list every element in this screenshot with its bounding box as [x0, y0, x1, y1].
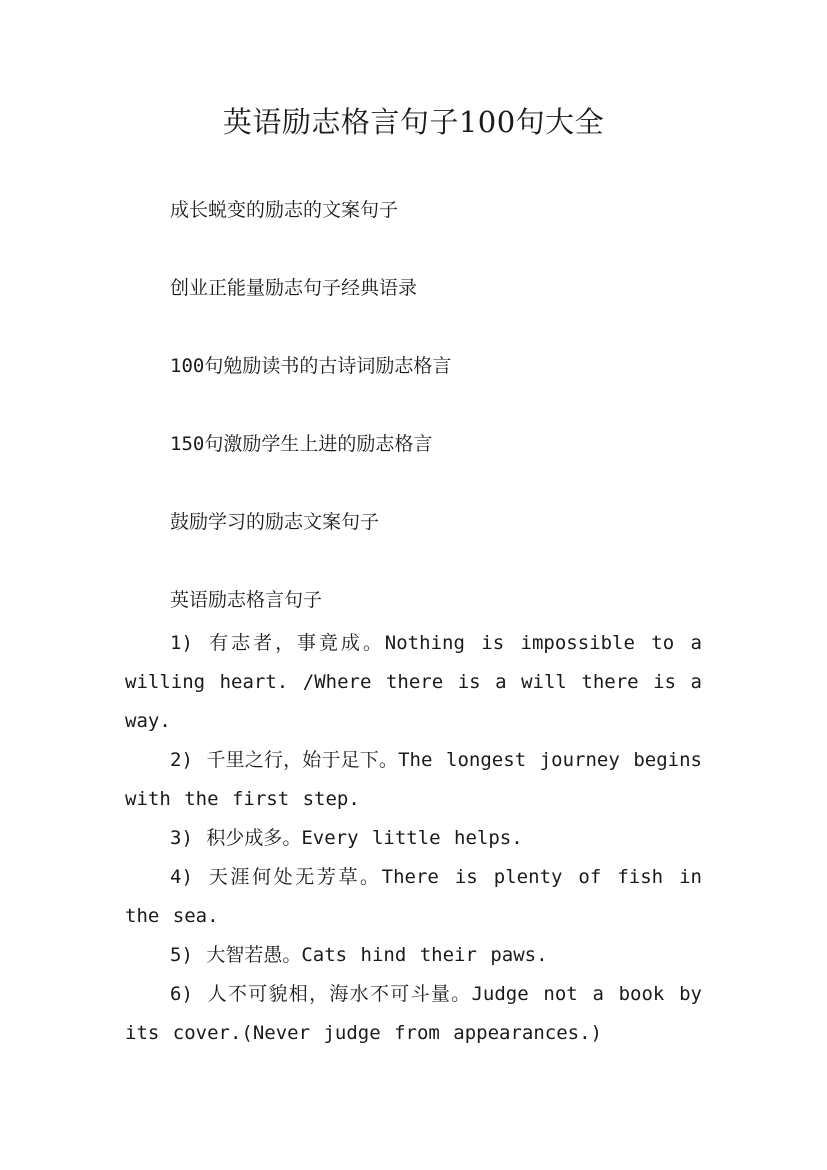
quote-item: 5) 大智若愚。Cats hind their paws. — [170, 944, 548, 966]
section-heading-poetry: 100句勉励读书的古诗词励志格言 — [170, 355, 452, 377]
section-heading-students: 150句激励学生上进的励志格言 — [170, 433, 433, 455]
quote-item: 6) 人不可貌相，海水不可斗量。Judge not a book by its cover.(Never judge from appearances.) — [125, 983, 702, 1044]
section-heading-english: 英语励志格言句子 — [170, 589, 323, 611]
quote-list — [125, 624, 702, 1053]
quote-item: 3) 积少成多。Every little helps. — [170, 827, 523, 849]
document-title: 英语励志格言句子100句大全 — [222, 105, 605, 139]
section-heading-study: 鼓励学习的励志文案句子 — [170, 511, 380, 533]
section-heading-growth: 成长蜕变的励志的文案句子 — [170, 199, 399, 221]
quote-item: 4) 天涯何处无芳草。There is plenty of fish in the sea. — [125, 866, 702, 927]
quote-item: 2) 千里之行，始于足下。The longest journey begins with the first step. — [125, 749, 702, 810]
section-heading-startup: 创业正能量励志句子经典语录 — [170, 277, 418, 299]
quote-item: 1) 有志者，事竟成。Nothing is impossible to a willing heart. /Where there is a will there is a way. — [125, 632, 702, 732]
